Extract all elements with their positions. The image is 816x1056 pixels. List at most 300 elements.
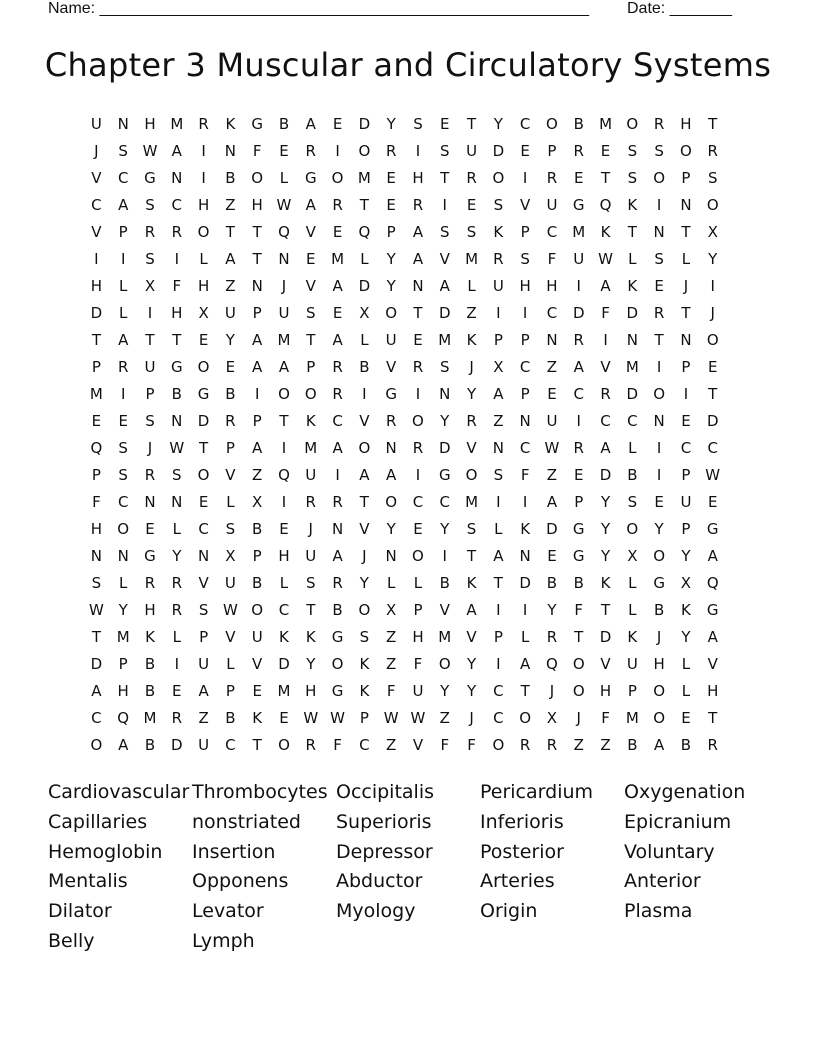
grid-letter[interactable]: I — [496, 493, 501, 511]
grid-letter[interactable]: N — [653, 223, 665, 241]
grid-letter[interactable]: P — [520, 331, 530, 349]
grid-letter[interactable]: O — [197, 223, 210, 241]
grid-letter[interactable]: G — [304, 169, 317, 187]
grid-letter[interactable]: Y — [708, 250, 718, 268]
grid-letter[interactable]: M — [625, 709, 639, 727]
grid-letter[interactable]: N — [278, 250, 290, 268]
grid-letter[interactable]: O — [278, 385, 290, 403]
grid-letter[interactable]: W — [169, 439, 185, 457]
grid-letter[interactable]: I — [254, 385, 260, 403]
grid-letter[interactable]: R — [546, 628, 558, 646]
grid-letter[interactable]: S — [627, 493, 638, 511]
grid-letter[interactable]: J — [308, 520, 313, 538]
grid-letter[interactable]: C — [332, 412, 343, 430]
grid-letter[interactable]: H — [197, 196, 210, 214]
grid-letter[interactable]: L — [681, 655, 691, 673]
grid-letter[interactable]: D — [519, 574, 531, 592]
grid-letter[interactable]: O — [197, 466, 210, 484]
grid-letter[interactable]: T — [252, 250, 262, 268]
grid-letter[interactable]: S — [413, 115, 423, 133]
grid-letter[interactable]: I — [522, 601, 528, 619]
grid-letter[interactable]: D — [599, 628, 612, 646]
grid-letter[interactable]: M — [304, 439, 318, 457]
grid-letter[interactable]: A — [520, 655, 531, 673]
grid-letter[interactable]: P — [91, 466, 101, 484]
grid-letter[interactable]: R — [171, 574, 182, 592]
grid-letter[interactable]: O — [385, 493, 398, 511]
grid-letter[interactable]: L — [628, 601, 637, 619]
grid-letter[interactable]: N — [144, 493, 156, 511]
grid-letter[interactable]: L — [681, 682, 691, 700]
grid-letter[interactable]: R — [546, 169, 558, 187]
grid-letter[interactable]: V — [600, 358, 611, 376]
grid-letter[interactable]: N — [171, 169, 183, 187]
grid-letter[interactable]: U — [224, 304, 236, 322]
grid-letter[interactable]: D — [278, 655, 290, 673]
grid-letter[interactable]: Z — [573, 736, 584, 754]
grid-letter[interactable]: A — [305, 115, 316, 133]
grid-letter[interactable]: D — [90, 655, 103, 673]
grid-letter[interactable]: A — [305, 196, 316, 214]
grid-letter[interactable]: N — [197, 547, 210, 565]
grid-letter[interactable]: K — [252, 709, 263, 727]
grid-letter[interactable]: K — [520, 520, 531, 538]
grid-letter[interactable]: Z — [386, 736, 397, 754]
grid-letter[interactable]: B — [225, 169, 236, 187]
grid-letter[interactable]: O — [653, 385, 666, 403]
grid-letter[interactable]: E — [172, 682, 182, 700]
grid-letter[interactable]: L — [628, 250, 637, 268]
grid-letter[interactable]: P — [91, 358, 101, 376]
grid-letter[interactable]: X — [252, 493, 263, 511]
grid-letter[interactable]: G — [572, 520, 585, 538]
grid-letter[interactable]: R — [385, 412, 397, 430]
grid-letter[interactable]: Q — [278, 223, 290, 241]
grid-letter[interactable]: C — [225, 736, 236, 754]
grid-letter[interactable]: R — [144, 223, 156, 241]
grid-letter[interactable]: J — [469, 709, 474, 727]
grid-letter[interactable]: J — [683, 277, 689, 295]
grid-letter[interactable]: C — [359, 736, 370, 754]
grid-letter[interactable]: O — [197, 358, 210, 376]
grid-letter[interactable]: P — [681, 169, 691, 187]
grid-letter[interactable]: E — [225, 358, 236, 376]
grid-letter[interactable]: B — [171, 385, 182, 403]
grid-letter[interactable]: B — [252, 520, 263, 538]
grid-letter[interactable]: C — [117, 493, 129, 511]
grid-letter[interactable]: L — [199, 250, 208, 268]
grid-letter[interactable]: C — [198, 520, 209, 538]
grid-letter[interactable]: E — [600, 142, 611, 160]
grid-letter[interactable]: V — [305, 277, 316, 295]
grid-letter[interactable]: D — [492, 142, 505, 160]
grid-letter[interactable]: H — [90, 520, 103, 538]
grid-letter[interactable]: S — [118, 142, 128, 160]
grid-letter[interactable]: T — [574, 628, 584, 646]
grid-letter[interactable]: T — [359, 196, 369, 214]
grid-letter[interactable]: A — [573, 358, 584, 376]
grid-letter[interactable]: O — [331, 169, 344, 187]
grid-letter[interactable]: H — [412, 628, 424, 646]
grid-letter[interactable]: H — [171, 304, 183, 322]
grid-letter[interactable]: Z — [252, 466, 263, 484]
grid-letter[interactable]: I — [656, 439, 662, 457]
grid-letter[interactable]: H — [144, 601, 156, 619]
grid-letter[interactable]: F — [547, 250, 557, 268]
grid-letter[interactable]: B — [225, 385, 236, 403]
grid-letter[interactable]: V — [91, 223, 102, 241]
grid-letter[interactable]: Z — [466, 304, 477, 322]
grid-letter[interactable]: G — [170, 358, 183, 376]
grid-letter[interactable]: Z — [439, 709, 450, 727]
grid-letter[interactable]: D — [358, 277, 371, 295]
grid-letter[interactable]: A — [252, 439, 263, 457]
grid-letter[interactable]: E — [386, 196, 396, 214]
grid-letter[interactable]: C — [439, 493, 450, 511]
grid-letter[interactable]: I — [201, 169, 206, 187]
grid-letter[interactable]: S — [225, 520, 236, 538]
grid-letter[interactable]: P — [252, 547, 262, 565]
grid-letter[interactable]: U — [412, 682, 424, 700]
grid-letter[interactable]: F — [574, 601, 584, 619]
grid-letter[interactable]: N — [653, 412, 665, 430]
name-field[interactable]: Name: _______________________________________________________ — [48, 0, 589, 17]
grid-letter[interactable]: E — [466, 196, 477, 214]
grid-letter[interactable]: S — [439, 223, 450, 241]
grid-letter[interactable]: S — [306, 574, 316, 592]
grid-letter[interactable]: Y — [118, 601, 128, 619]
grid-letter[interactable]: M — [465, 250, 479, 268]
grid-letter[interactable]: U — [305, 547, 317, 565]
grid-letter[interactable]: L — [279, 169, 289, 187]
grid-letter[interactable]: H — [117, 682, 129, 700]
grid-letter[interactable]: C — [600, 412, 611, 430]
grid-letter[interactable]: N — [546, 331, 558, 349]
grid-letter[interactable]: H — [412, 169, 424, 187]
grid-letter[interactable]: D — [706, 412, 719, 430]
grid-letter[interactable]: B — [627, 736, 638, 754]
grid-letter[interactable]: Y — [306, 655, 316, 673]
grid-letter[interactable]: W — [303, 709, 319, 727]
grid-letter[interactable]: D — [599, 466, 612, 484]
grid-letter[interactable]: E — [654, 277, 664, 295]
grid-letter[interactable]: P — [413, 601, 423, 619]
grid-letter[interactable]: G — [144, 547, 156, 565]
grid-letter[interactable]: A — [171, 142, 182, 160]
grid-letter[interactable]: B — [439, 574, 450, 592]
grid-letter[interactable]: I — [281, 493, 287, 511]
grid-letter[interactable]: D — [572, 304, 585, 322]
grid-letter[interactable]: V — [466, 628, 477, 646]
grid-letter[interactable]: M — [331, 250, 345, 268]
grid-letter[interactable]: U — [573, 250, 585, 268]
grid-letter[interactable]: B — [144, 682, 156, 700]
grid-letter[interactable]: Y — [359, 574, 369, 592]
grid-letter[interactable]: A — [707, 547, 718, 565]
grid-letter[interactable]: G — [331, 682, 344, 700]
grid-letter[interactable]: T — [708, 385, 718, 403]
grid-letter[interactable]: O — [331, 655, 344, 673]
grid-letter[interactable]: I — [201, 142, 206, 160]
grid-letter[interactable]: O — [358, 439, 371, 457]
grid-letter[interactable]: H — [680, 115, 692, 133]
grid-letter[interactable]: T — [199, 439, 209, 457]
grid-letter[interactable]: E — [198, 493, 209, 511]
grid-letter[interactable]: L — [681, 250, 691, 268]
grid-letter[interactable]: E — [681, 412, 691, 430]
grid-letter[interactable]: T — [91, 331, 101, 349]
grid-letter[interactable]: E — [413, 331, 423, 349]
grid-letter[interactable]: O — [278, 736, 290, 754]
grid-letter[interactable]: A — [600, 439, 611, 457]
grid-letter[interactable]: Z — [546, 466, 558, 484]
grid-letter[interactable]: O — [412, 412, 424, 430]
grid-letter[interactable]: K — [600, 574, 611, 592]
grid-letter[interactable]: S — [627, 169, 638, 187]
grid-letter[interactable]: I — [415, 385, 421, 403]
grid-letter[interactable]: I — [496, 601, 501, 619]
grid-letter[interactable]: E — [332, 115, 343, 133]
grid-letter[interactable]: A — [439, 277, 450, 295]
grid-letter[interactable]: J — [576, 709, 581, 727]
grid-letter[interactable]: X — [225, 547, 236, 565]
grid-letter[interactable]: V — [91, 169, 102, 187]
grid-letter[interactable]: N — [492, 439, 504, 457]
grid-letter[interactable]: D — [197, 412, 210, 430]
grid-letter[interactable]: Z — [225, 277, 236, 295]
grid-letter[interactable]: I — [120, 250, 126, 268]
grid-letter[interactable]: D — [438, 304, 451, 322]
grid-letter[interactable]: N — [224, 142, 236, 160]
grid-letter[interactable]: W — [222, 601, 238, 619]
grid-letter[interactable]: N — [680, 196, 692, 214]
grid-letter[interactable]: L — [413, 574, 423, 592]
grid-letter[interactable]: B — [573, 115, 584, 133]
grid-letter[interactable]: A — [332, 277, 343, 295]
grid-letter[interactable]: M — [599, 115, 613, 133]
grid-letter[interactable]: C — [91, 709, 102, 727]
grid-letter[interactable]: B — [278, 115, 290, 133]
grid-letter[interactable]: R — [412, 196, 424, 214]
grid-letter[interactable]: Y — [466, 682, 477, 700]
grid-letter[interactable]: V — [466, 439, 477, 457]
grid-letter[interactable]: I — [415, 466, 421, 484]
grid-letter[interactable]: R — [144, 574, 156, 592]
grid-letter[interactable]: A — [332, 547, 343, 565]
grid-letter[interactable]: X — [707, 223, 718, 241]
grid-letter[interactable]: A — [654, 736, 665, 754]
grid-letter[interactable]: P — [118, 223, 128, 241]
grid-letter[interactable]: O — [251, 169, 264, 187]
grid-letter[interactable]: E — [279, 520, 289, 538]
grid-letter[interactable]: X — [198, 304, 209, 322]
grid-letter[interactable]: R — [385, 142, 397, 160]
grid-letter[interactable]: L — [494, 520, 503, 538]
grid-letter[interactable]: X — [493, 358, 504, 376]
grid-letter[interactable]: M — [89, 385, 103, 403]
grid-letter[interactable]: W — [88, 601, 104, 619]
grid-letter[interactable]: G — [706, 601, 719, 619]
grid-letter[interactable]: R — [466, 169, 477, 187]
grid-letter[interactable]: V — [412, 736, 424, 754]
grid-letter[interactable]: F — [601, 709, 610, 727]
grid-letter[interactable]: N — [412, 277, 424, 295]
grid-letter[interactable]: L — [279, 574, 289, 592]
grid-letter[interactable]: T — [145, 331, 155, 349]
grid-letter[interactable]: A — [198, 682, 209, 700]
grid-letter[interactable]: K — [359, 682, 370, 700]
grid-letter[interactable]: F — [172, 277, 182, 295]
grid-letter[interactable]: A — [332, 331, 343, 349]
grid-letter[interactable]: K — [225, 115, 236, 133]
grid-letter[interactable]: N — [171, 493, 183, 511]
grid-letter[interactable]: S — [439, 358, 450, 376]
grid-letter[interactable]: C — [412, 493, 424, 511]
grid-letter[interactable]: Y — [466, 385, 477, 403]
grid-letter[interactable]: C — [519, 115, 531, 133]
grid-letter[interactable]: N — [117, 547, 129, 565]
grid-letter[interactable]: I — [335, 142, 340, 160]
grid-letter[interactable]: I — [94, 250, 99, 268]
grid-letter[interactable]: F — [386, 682, 396, 700]
grid-letter[interactable]: Y — [600, 520, 611, 538]
grid-letter[interactable]: K — [305, 628, 316, 646]
grid-letter[interactable]: I — [120, 385, 126, 403]
grid-letter[interactable]: U — [466, 142, 478, 160]
grid-letter[interactable]: T — [225, 223, 235, 241]
grid-letter[interactable]: V — [439, 601, 450, 619]
grid-letter[interactable]: O — [626, 115, 639, 133]
grid-letter[interactable]: M — [116, 628, 130, 646]
grid-letter[interactable]: H — [546, 277, 558, 295]
grid-letter[interactable]: I — [174, 250, 179, 268]
grid-letter[interactable]: W — [142, 142, 158, 160]
grid-letter[interactable]: O — [358, 142, 371, 160]
grid-letter[interactable]: C — [493, 682, 504, 700]
grid-letter[interactable]: E — [279, 709, 289, 727]
grid-letter[interactable]: H — [90, 277, 103, 295]
grid-letter[interactable]: W — [383, 709, 399, 727]
grid-letter[interactable]: E — [91, 412, 102, 430]
grid-letter[interactable]: P — [547, 142, 557, 160]
grid-letter[interactable]: P — [681, 520, 691, 538]
grid-letter[interactable]: H — [278, 547, 290, 565]
grid-letter[interactable]: H — [305, 682, 317, 700]
grid-letter[interactable]: E — [547, 385, 557, 403]
grid-letter[interactable]: E — [306, 250, 316, 268]
grid-letter[interactable]: Q — [278, 466, 290, 484]
grid-letter[interactable]: S — [306, 304, 316, 322]
grid-letter[interactable]: O — [117, 520, 130, 538]
grid-letter[interactable]: O — [304, 385, 317, 403]
grid-letter[interactable]: V — [225, 628, 236, 646]
grid-letter[interactable]: O — [653, 682, 666, 700]
grid-letter[interactable]: S — [493, 196, 504, 214]
grid-letter[interactable]: E — [198, 331, 209, 349]
grid-letter[interactable]: G — [197, 385, 210, 403]
grid-letter[interactable]: T — [91, 628, 101, 646]
grid-letter[interactable]: A — [252, 331, 263, 349]
grid-letter[interactable]: G — [438, 466, 451, 484]
grid-letter[interactable]: T — [466, 547, 477, 565]
grid-letter[interactable]: R — [305, 736, 316, 754]
grid-letter[interactable]: U — [90, 115, 102, 133]
grid-letter[interactable]: K — [305, 412, 316, 430]
grid-letter[interactable]: Q — [706, 574, 719, 592]
grid-letter[interactable]: O — [572, 655, 585, 673]
grid-letter[interactable]: P — [520, 385, 530, 403]
grid-letter[interactable]: A — [493, 385, 504, 403]
grid-letter[interactable]: I — [442, 196, 447, 214]
grid-letter[interactable]: X — [680, 574, 692, 592]
grid-letter[interactable]: V — [225, 466, 236, 484]
grid-letter[interactable]: A — [332, 439, 343, 457]
grid-letter[interactable]: I — [147, 304, 153, 322]
grid-letter[interactable]: K — [627, 628, 638, 646]
grid-letter[interactable]: M — [143, 709, 157, 727]
grid-letter[interactable]: T — [279, 412, 289, 430]
grid-letter[interactable]: F — [467, 736, 476, 754]
grid-letter[interactable]: N — [331, 520, 344, 538]
grid-letter[interactable]: O — [90, 736, 103, 754]
grid-letter[interactable]: G — [144, 169, 156, 187]
grid-letter[interactable]: J — [281, 277, 287, 295]
grid-letter[interactable]: K — [627, 277, 638, 295]
grid-letter[interactable]: T — [306, 331, 316, 349]
grid-letter[interactable]: I — [603, 331, 608, 349]
grid-letter[interactable]: E — [332, 223, 343, 241]
grid-letter[interactable]: L — [172, 628, 181, 646]
grid-letter[interactable]: E — [707, 358, 718, 376]
grid-letter[interactable]: E — [654, 493, 664, 511]
grid-letter[interactable]: Y — [654, 520, 664, 538]
grid-letter[interactable]: G — [251, 115, 263, 133]
grid-letter[interactable]: Y — [547, 601, 557, 619]
grid-letter[interactable]: Y — [386, 520, 396, 538]
grid-letter[interactable]: C — [519, 439, 531, 457]
grid-letter[interactable]: B — [225, 709, 236, 727]
grid-letter[interactable]: E — [279, 142, 289, 160]
grid-letter[interactable]: D — [438, 439, 451, 457]
grid-letter[interactable]: Q — [117, 709, 130, 727]
grid-letter[interactable]: S — [172, 466, 182, 484]
grid-letter[interactable]: P — [627, 682, 637, 700]
grid-letter[interactable]: T — [600, 169, 611, 187]
grid-letter[interactable]: P — [493, 331, 503, 349]
grid-letter[interactable]: I — [415, 142, 421, 160]
grid-letter[interactable]: T — [708, 115, 718, 133]
grid-letter[interactable]: I — [442, 547, 447, 565]
grid-letter[interactable]: S — [118, 439, 128, 457]
grid-letter[interactable]: H — [707, 682, 719, 700]
grid-letter[interactable]: I — [522, 169, 528, 187]
grid-letter[interactable]: G — [653, 574, 665, 592]
grid-letter[interactable]: Z — [198, 709, 209, 727]
grid-letter[interactable]: X — [359, 304, 370, 322]
date-field[interactable]: Date: _______ — [627, 0, 732, 17]
grid-letter[interactable]: K — [359, 655, 370, 673]
grid-letter[interactable]: N — [439, 385, 451, 403]
grid-letter[interactable]: G — [572, 196, 585, 214]
grid-letter[interactable]: J — [549, 682, 555, 700]
grid-letter[interactable]: W — [598, 250, 613, 268]
grid-letter[interactable]: G — [706, 520, 719, 538]
grid-letter[interactable]: T — [413, 304, 423, 322]
grid-letter[interactable]: P — [681, 466, 691, 484]
grid-letter[interactable]: P — [574, 493, 584, 511]
grid-letter[interactable]: F — [601, 304, 610, 322]
grid-letter[interactable]: Z — [386, 628, 397, 646]
